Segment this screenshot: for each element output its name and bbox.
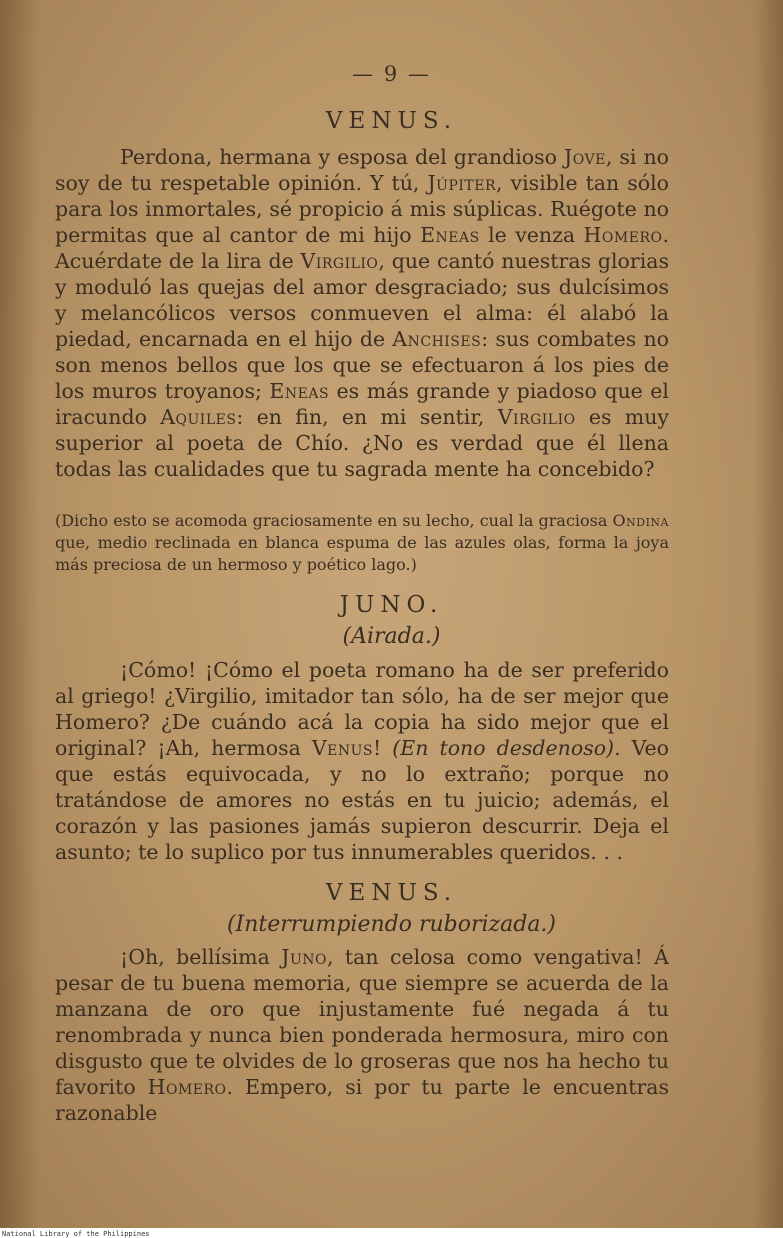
text-run: es muy superior al poeta de Chío. ¿No es verdad que él llena todas las cualidades que tu sagrada mente ha concebido?: [55, 405, 669, 481]
speaker-heading-juno: JUNO.: [339, 592, 444, 618]
small-caps-name: Homero: [147, 1075, 227, 1099]
small-caps-name: Venus: [311, 736, 374, 760]
text-run: . Empero, si por tu parte le encuentras razonable: [55, 1075, 669, 1125]
stage-direction-airada: (Airada.): [342, 624, 441, 649]
text-run: , si no soy de tu respetable opinión. Y tú,: [55, 145, 670, 195]
text-run: ¡Cómo! ¡Cómo el poeta romano ha de ser preferido al griego! ¿Virgilio, imitador tan sólo, ha de ser mejor que Homero? ¿De cuándo acá la copia ha sido mejor que el original? ¡Ah, hermosa: [55, 658, 669, 760]
text-run: , que cantó nuestras glorias y moduló las quejas del amor desgraciado; sus dulcísimos y melancólicos versos conmueven el alma: él alabó la piedad, encarnada en el hijo de: [55, 249, 670, 351]
small-caps-name: Homero: [583, 223, 663, 247]
note-text: [55, 510, 669, 576]
text-run: es más grande y piadoso que el iracundo: [55, 379, 669, 429]
small-caps-name: Eneas: [420, 223, 480, 247]
text-run: . Veo que estás equivocada, y no lo extraño; porque no tratándose de amores no estás en tu juicio; además, el corazón y las pasiones jamás supieron descurrir. Deja el asunto; te lo suplico por tus innumerables queridos. . .: [55, 736, 669, 864]
italic-aside: (En tono desdenoso): [392, 736, 615, 760]
small-caps-name: Ondina: [612, 511, 669, 530]
text-run: le venza: [479, 223, 584, 247]
paragraph-text: [55, 944, 669, 1126]
speaker-heading-venus-1: VENUS.: [325, 108, 458, 134]
text-run: : sus combates no son menos bellos que los que se efectuaron á los pies de los muros troyanos;: [55, 327, 669, 403]
small-caps-name: Aquiles: [160, 405, 237, 429]
text-run: Perdona, hermana y esposa del grandioso: [120, 145, 565, 169]
small-caps-name: Anchises: [392, 327, 482, 351]
text-run: , tan celosa como vengativa! Á pesar de tu buena memoria, que siempre se acuerda de la manzana de oro que injustamente fué negada á tu renombrada y nunca bien ponderada hermosura, miro con disgusto que te olvides de lo groseras que nos ha hecho tu favorito: [55, 945, 669, 1099]
small-caps-name: Jove: [564, 145, 606, 169]
text-run: . Acuérdate de la lira de: [55, 223, 669, 273]
small-caps-name: Júpiter: [427, 171, 497, 195]
text-run: : en fin, en mi sentir,: [236, 405, 498, 429]
juno-speech: [55, 657, 669, 865]
small-caps-name: Eneas: [269, 379, 330, 403]
text-run: que, medio reclinada en blanca espuma de las azules olas, forma la joya más preciosa de un hermoso y poético lago.): [55, 533, 669, 574]
page-number: — 9 —: [352, 62, 431, 86]
small-caps-name: Virgilio: [497, 405, 576, 429]
small-caps-name: Juno: [281, 945, 327, 969]
speaker-heading-venus-2: VENUS.: [325, 880, 458, 906]
library-footer: National Library of the Philippines: [2, 1230, 150, 1238]
stage-note-ondina: [55, 510, 669, 576]
small-caps-name: Virgilio: [300, 249, 379, 273]
text-run: !: [373, 736, 393, 760]
text-run: ¡Oh, bellísima: [120, 945, 282, 969]
stage-direction-interrumpiendo: (Interrumpiendo ruborizada.): [226, 912, 557, 937]
paragraph-text: [55, 144, 669, 482]
text-run: , visible tan sólo para los inmortales, sé propicio á mis súplicas. Ruégote no permitas que al cantor de mi hijo: [55, 171, 669, 247]
paragraph-text: [55, 657, 669, 865]
text-run: (Dicho esto se acomoda graciosamente en su lecho, cual la graciosa: [55, 511, 613, 530]
venus-speech-2: [55, 944, 669, 1126]
venus-speech-1: [55, 144, 669, 482]
